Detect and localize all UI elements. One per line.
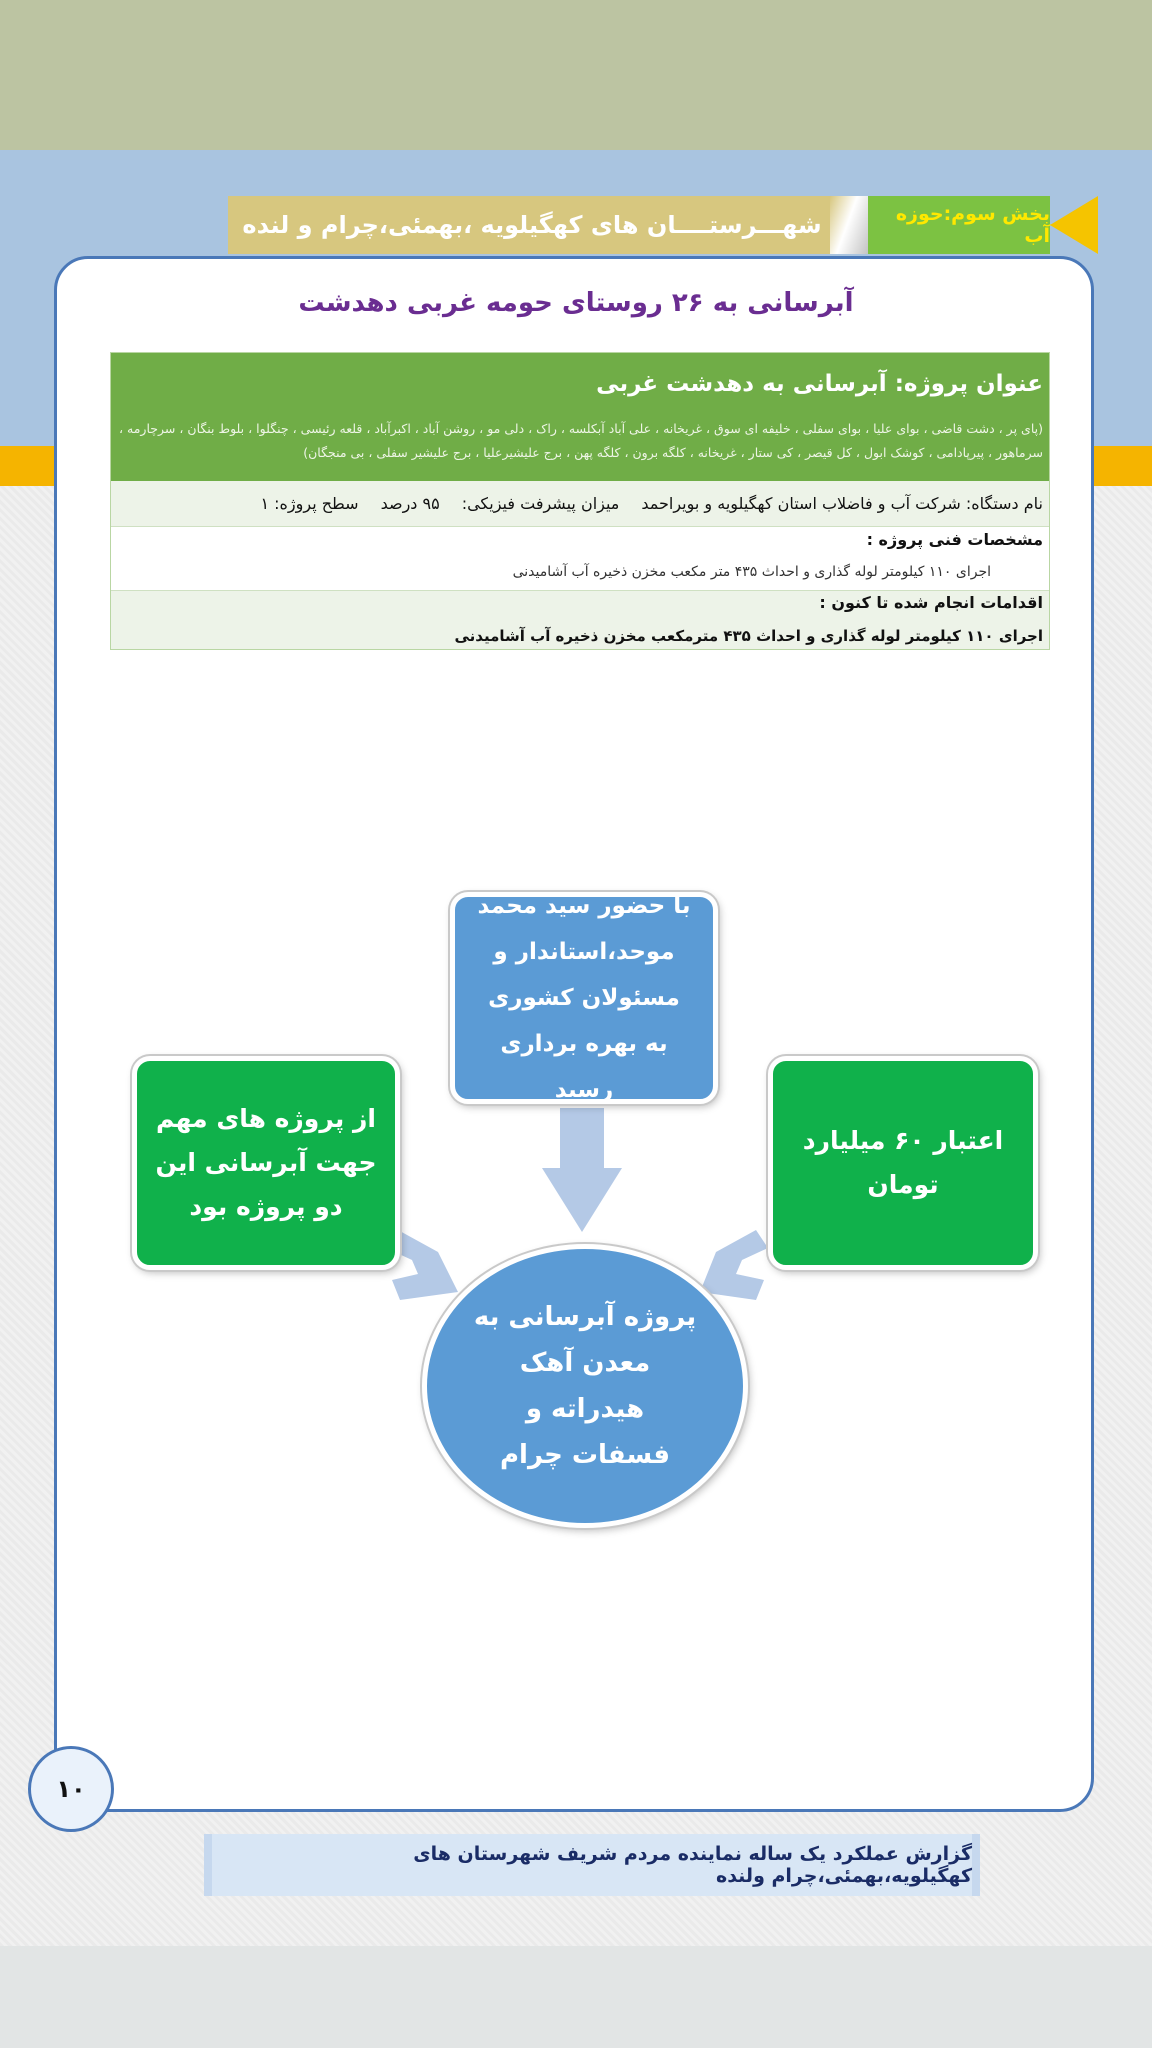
footer-banner [204, 1834, 980, 1896]
specs-label: مشخصات فنی پروژه : [866, 530, 1043, 549]
header-title: شهـــرستــــان های کهگیلویه ،بهمئی،چرام و لنده [242, 211, 822, 239]
specs-text: اجرای ۱۱۰ کیلومتر لوله گذاری و احداث ۴۳۵ متر مکعب مخزن ذخیره آب آشامیدنی [512, 564, 991, 580]
top-info-box: با حضور سید محمد موحد،استاندار و مسئولان کشوری به بهره برداری رسید [450, 892, 718, 1104]
arrow-left-down-icon [700, 1230, 768, 1300]
agency-name: نام دستگاه: شرکت آب و فاضلاب استان کهگیلویه و بویراحمد [641, 494, 1043, 513]
section-label: بخش سوم:حوزه آب [895, 203, 1050, 247]
project-title: عنوان پروژه: آبرسانی به دهدشت غربی [596, 371, 1043, 397]
progress-label: میزان پیشرفت فیزیکی: [461, 494, 620, 513]
footer-text: گزارش عملکرد یک ساله نماینده مردم شریف شهرستان های کهگیلویه،بهمئی،چرام ولنده [413, 1843, 972, 1887]
page-number: ۱۰ [28, 1746, 114, 1832]
left-info-box: از پروژه های مهم جهت آبرسانی این دو پروژه بود [132, 1056, 400, 1270]
arrow-down-icon [542, 1108, 622, 1232]
right-info-box: اعتبار ۶۰ میلیارد تومان [768, 1056, 1038, 1270]
project-level: سطح پروژه: ۱ [260, 494, 359, 513]
actions-text: اجرای ۱۱۰ کیلومتر لوله گذاری و احداث ۴۳۵ مترمکعب مخزن ذخیره آب آشامیدنی [454, 627, 1043, 645]
center-project-circle: پروژه آبرسانی به معدن آهک هیدراته و فسفات چرام [422, 1244, 748, 1528]
village-list: (پای پر ، دشت قاضی ، بوای علیا ، بوای سفلی ، خلیفه ای سوق ، غریخانه ، علی آباد آبکلسه ، راک ، دلی مو ، روشن آباد ، اکبرآباد ، قلعه رئیسی ، چنگلوا ، بلوط بنگان ، سرچارمه ، سرماهور ، پیرپادامی ، کوشک ابول ، کل قیصر ، کی ستار ، غریخانه ، کلگه برون ، کلگه پهن ، برج علیشیرعلیا ، برج علیشیر سفلی ، بی منجگان) [119, 421, 1043, 460]
progress-value: ۹۵ درصد [380, 494, 440, 513]
actions-label: اقدامات انجام شده تا کنون : [819, 593, 1043, 612]
page-title: آبرسانی به ۲۶ روستای حومه غربی دهدشت [298, 288, 854, 318]
